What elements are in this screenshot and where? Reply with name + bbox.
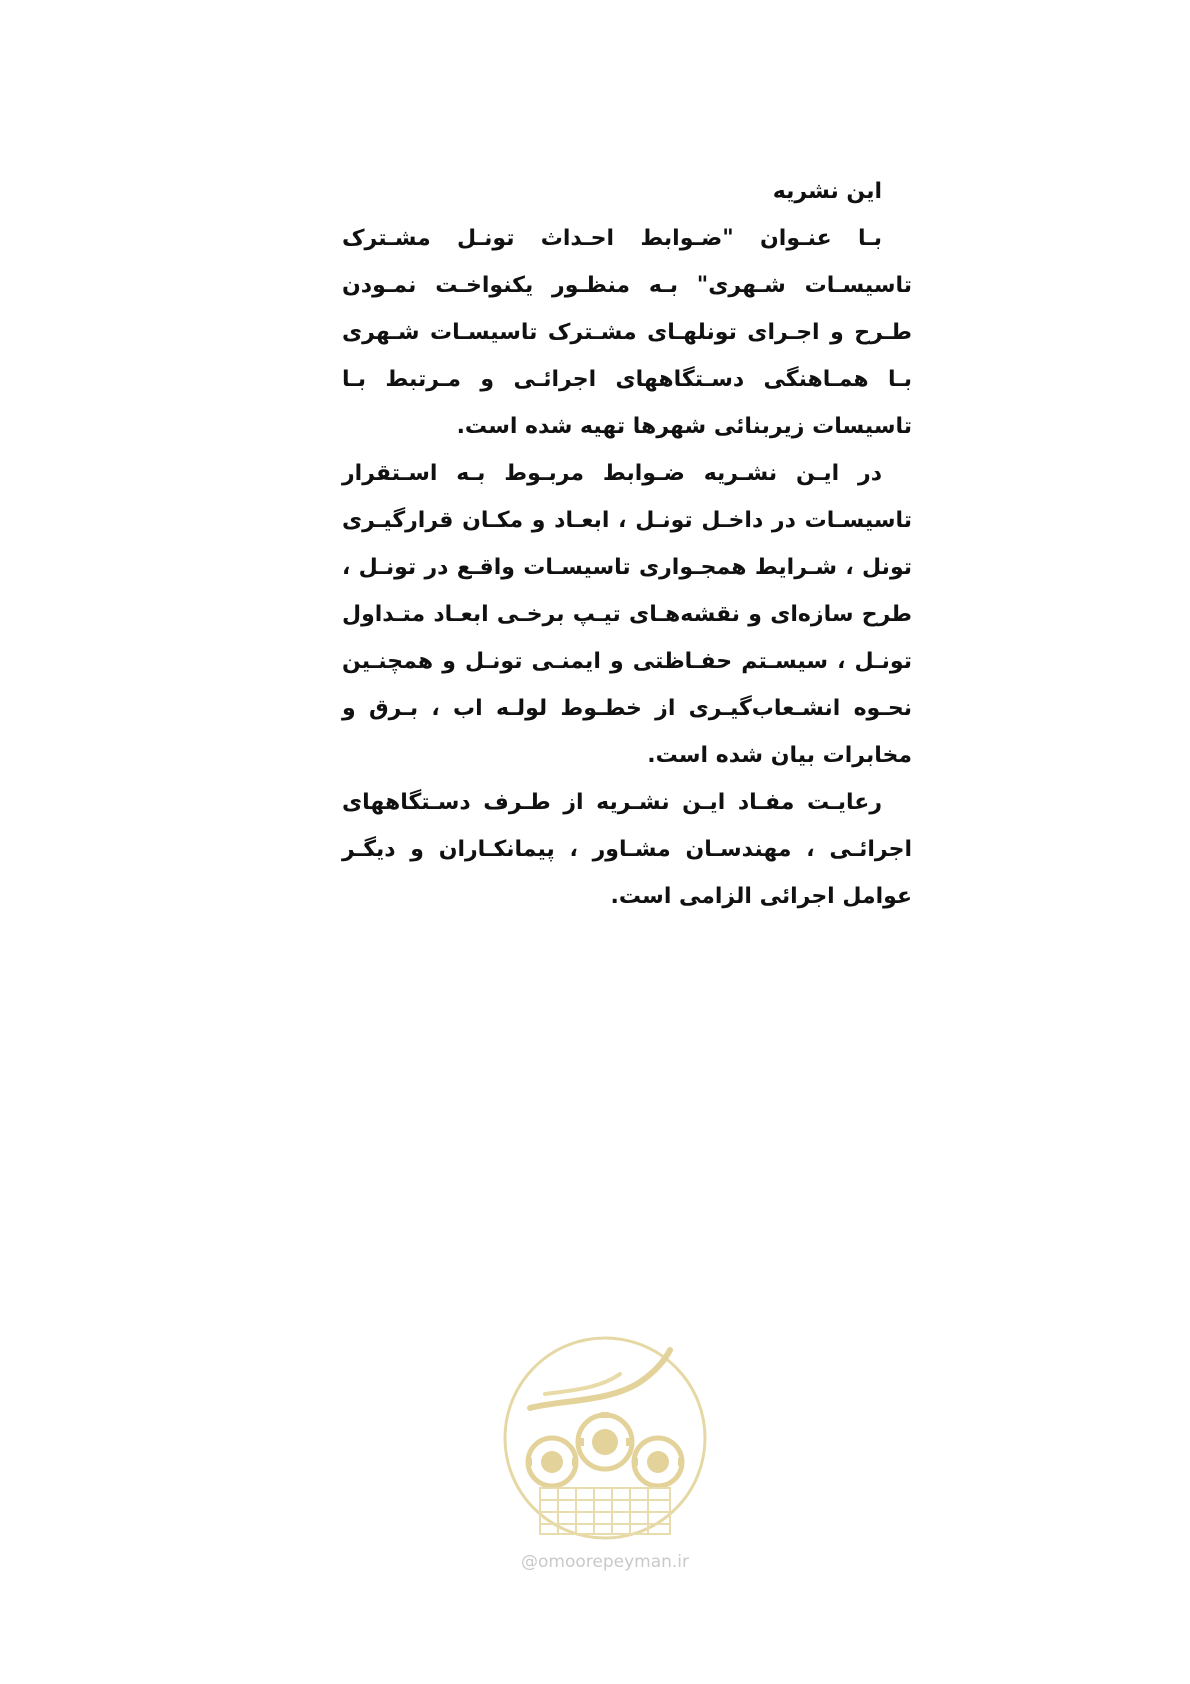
watermark-logo: [490, 1330, 720, 1550]
intro-paragraph-1: بـا عنـوان "ضـوابط احـداث تونـل مشـترک تاسیسـات شـهری" بـه منظـور یکنواخـت نمـودن طـرح و اجـرای تونلهـای مشـترک تاسیسـات شـهری بـا همـاهنگی دسـتگاههای اجرائـی و مـرتبط بـا تاسیسات زیربنائی شهرها تهیه شده است.: [342, 226, 912, 439]
intro-heading: این نشریه: [772, 179, 882, 204]
intro-paragraph-3: رعایـت مفـاد ایـن نشـریه از طـرف دسـتگاههای اجرائـی ، مهندسـان مشـاور ، پیمانکـاران و دیگـر عوامل اجرائی الزامی است.: [342, 790, 912, 909]
watermark: [490, 1330, 720, 1600]
intro-paragraph-2: در ایـن نشـریه ضـوابط مربـوط بـه اسـتقرار تاسیسـات در داخـل تونـل ، ابعـاد و مکـان قرارگیـری تونل ، شـرایط همجـواری تاسیسـات واقـع در تونـل ، طرح سازه‌ای و نقشه‌هـای تیـپ برخـی ابعـاد متـداول تونـل ، سیسـتم حفـاظتی و ایمنـی تونـل و همچنـین نحـوه انشـعاب‌گیـری از خطـوط لولـه اب ، بـرق و مخابرات بیان شده است.: [342, 461, 912, 768]
watermark-url: @omoorepeyman.ir: [520, 1552, 690, 1572]
publication-intro: [342, 168, 912, 920]
